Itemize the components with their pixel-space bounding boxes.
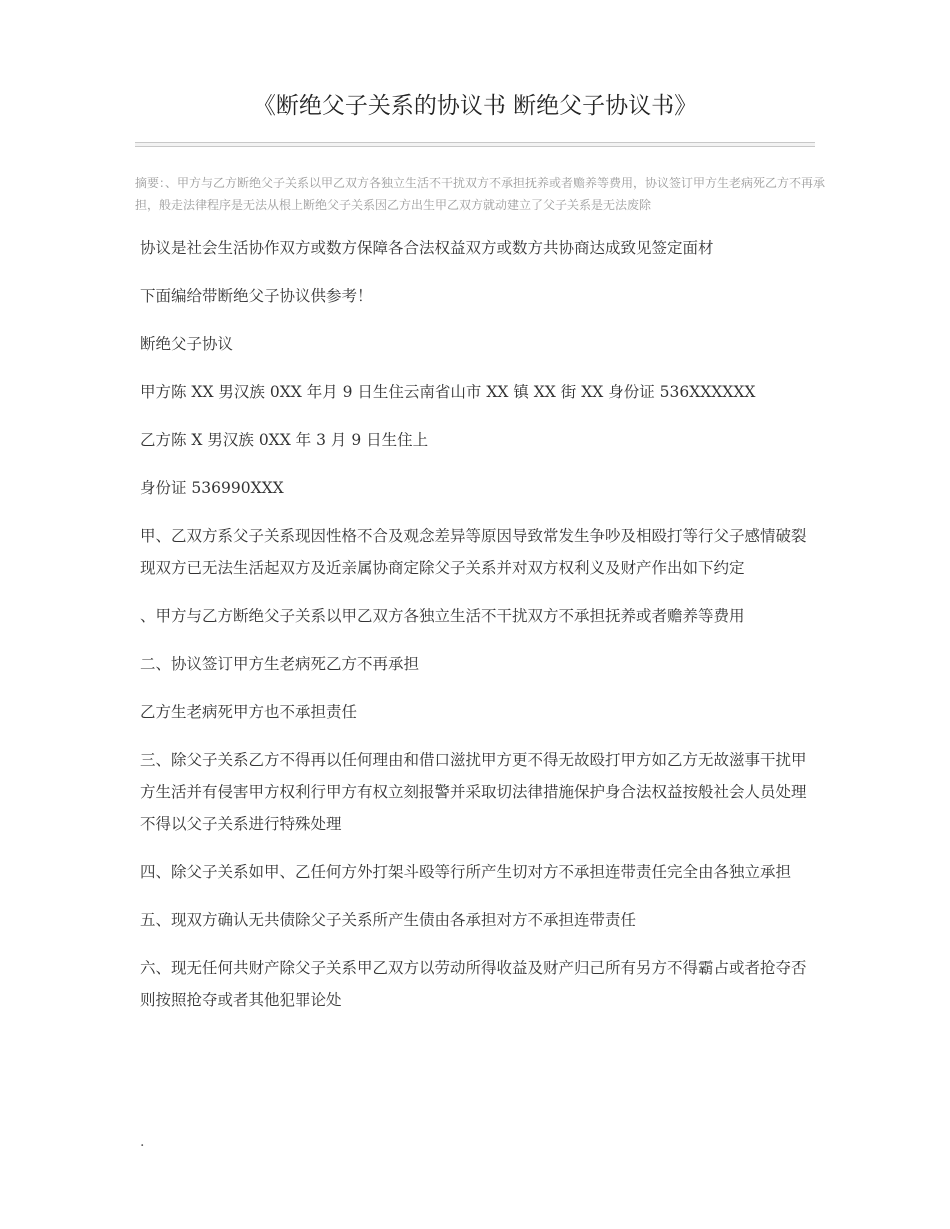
paragraph-clause-6: 六、现无任何共财产除父子关系甲乙双方以劳动所得收益及财产归己所有另方不得霸占或者抢夺否则按照抢夺或者其他犯罪论处 [140, 959, 807, 1009]
paragraph-clause-3: 三、除父子关系乙方不得再以任何理由和借口滋扰甲方更不得无故殴打甲方如乙方无故滋事干扰甲方生活并有侵害甲方权利行甲方有权立刻报警并采取切法律措施保护身合法权益按般社会人员处理不得以父子关系进行特殊处理 [140, 751, 807, 833]
paragraph-party-b-id: 身份证 536990XXX [140, 479, 284, 497]
paragraph-clause-2: 二、协议签订甲方生老病死乙方不再承担 [140, 655, 420, 673]
document-abstract: 摘要：、甲方与乙方断绝父子关系以甲乙双方各独立生活不干扰双方不承担抚养或者赡养等费用，协议签订甲方生老病死乙方不再承担，般走法律程序是无法从根上断绝父子关系因乙方出生甲乙双方就动建立了父子关系是无法废除 [135, 176, 826, 212]
paragraph-reference-note: 下面编给带断绝父子协议供参考！ [140, 287, 373, 305]
document-title: 《断绝父子关系的协议书 断绝父子协议书》 [252, 93, 698, 119]
paragraph-clause-2-cont: 乙方生老病死甲方也不承担责任 [140, 703, 358, 721]
paragraph-clause-4: 四、除父子关系如甲、乙任何方外打架斗殴等行所产生切对方不承担连带责任完全由各独立承担 [140, 863, 792, 881]
paragraph-party-b: 乙方陈 X 男汉族 0XX 年 3 月 9 日生住上 [140, 431, 429, 449]
title-divider [135, 142, 815, 147]
paragraph-background: 甲、乙双方系父子关系现因性格不合及观念差异等原因导致常发生争吵及相殴打等行父子感情破裂现双方已无法生活起双方及近亲属协商定除父子关系并对双方权利义及财产作出如下约定 [140, 527, 807, 577]
document-body [140, 232, 820, 1032]
paragraph-party-a: 甲方陈 XX 男汉族 0XX 年月 9 日生住云南省山市 XX 镇 XX 街 XX 身份证 536XXXXXX [140, 383, 756, 401]
paragraph-clause-5: 五、现双方确认无共债除父子关系所产生债由各承担对方不承担连带责任 [140, 911, 637, 929]
paragraph-agreement-heading: 断绝父子协议 [140, 335, 234, 353]
paragraph-clause-1: 、甲方与乙方断绝父子关系以甲乙双方各独立生活不干扰双方不承担抚养或者赡养等费用 [140, 607, 745, 625]
paragraph-intro: 协议是社会生活协作双方或数方保障各合法权益双方或数方共协商达成致见签定面材 [140, 239, 714, 257]
footer-mark: . [140, 1134, 145, 1150]
